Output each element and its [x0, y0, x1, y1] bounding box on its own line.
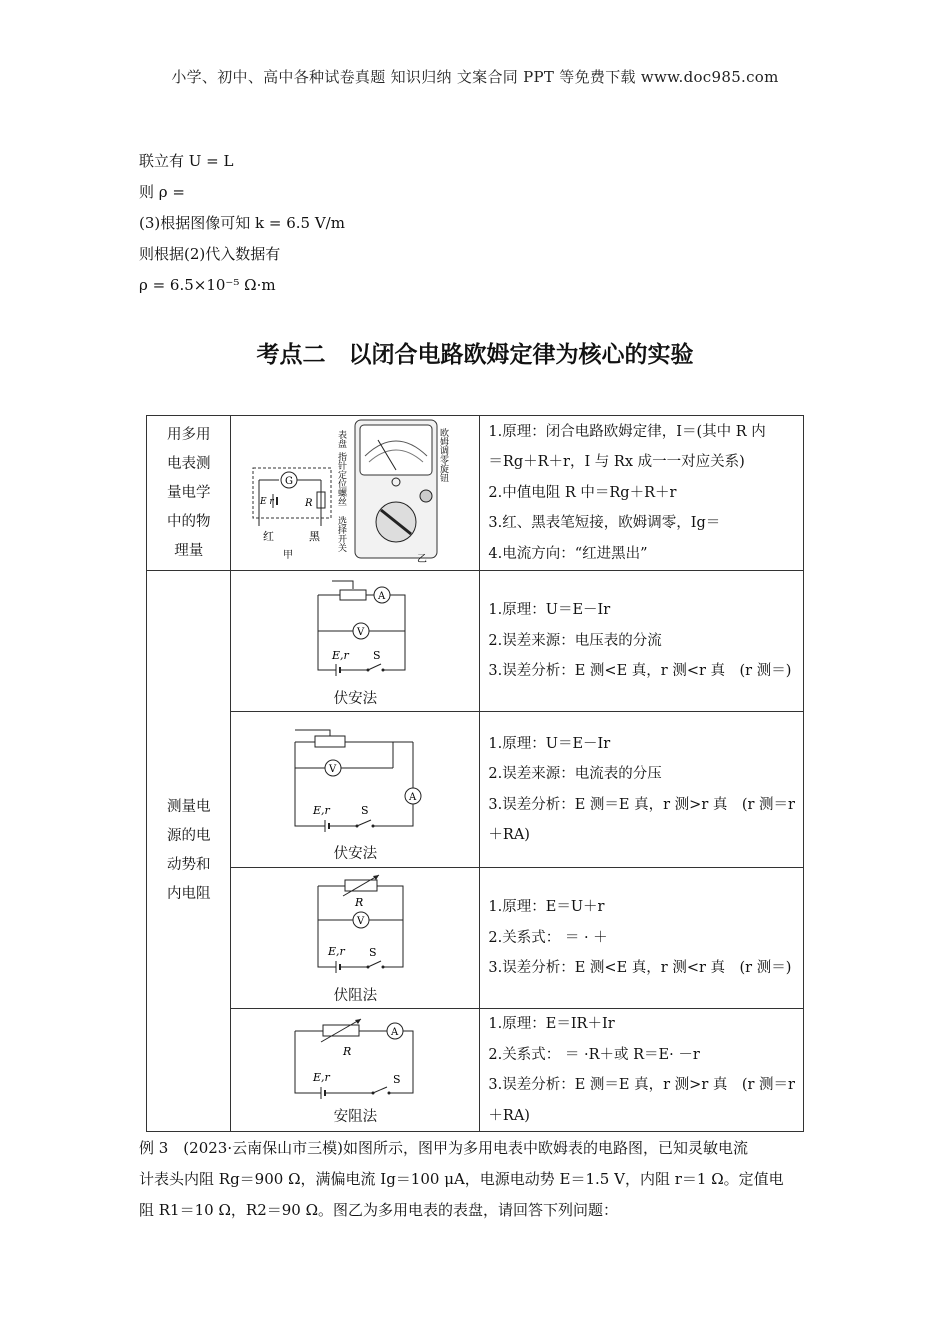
table-row — [147, 712, 804, 868]
text-line: 2.中值电阻 R 中＝Rg＋R＋r — [488, 484, 677, 501]
text-line: ＝Rg＋R＋r，I 与 Rx 成一一对应关系) — [488, 454, 745, 471]
intro-line: 则根据(2)代入数据有 — [139, 245, 281, 263]
circuit-figure-cell — [231, 712, 480, 868]
intro-line: ρ = 6.5×10⁻⁵ Ω·m — [139, 276, 276, 294]
label-line: 理量 — [174, 542, 204, 559]
figure-yi-label: 乙 — [417, 554, 428, 565]
page-header: 小学、初中、高中各种试卷真题 知识归纳 文案合同 PPT 等免费下载 www.doc985.com — [171, 68, 779, 86]
resistor-label: R — [355, 895, 364, 909]
text-line: 3.误差分析：E 测＝E 真，r 测>r 真 (r 测＝r — [488, 1077, 795, 1093]
battery-label: E,r — [313, 804, 331, 817]
ammeter-label: A — [391, 1026, 399, 1038]
text-line: 1.原理：E＝U＋r — [488, 899, 605, 916]
text-line: 2.误差来源：电压表的分流 — [488, 632, 662, 649]
figure-caption: 伏阻法 — [333, 987, 378, 1004]
label-line: 电表测 — [166, 455, 211, 472]
ohm-zero-knob[interactable] — [420, 490, 432, 502]
voltammeter-internal-circuit — [233, 716, 477, 842]
intro-line: 则 ρ = — [139, 183, 185, 201]
rheostat-symbol — [340, 590, 366, 600]
dial-label: 表盘 — [336, 430, 347, 448]
method-text-cell — [480, 1009, 804, 1132]
text-line: ＋RA) — [488, 827, 530, 843]
principle-cell — [480, 416, 804, 571]
text-line: 4.电流方向：“红进黑出” — [488, 545, 648, 562]
rheostat-symbol — [315, 736, 345, 747]
intro-derivation — [139, 146, 345, 301]
switch-label: S — [393, 1072, 401, 1086]
group-label — [147, 571, 231, 1132]
text-line: 3.误差分析：E 测＝E 真，r 测>r 真 (r 测＝r — [488, 796, 795, 813]
multimeter-figure-cell — [231, 416, 480, 571]
method-text-cell — [480, 571, 804, 712]
resistor-R-label: R — [305, 498, 313, 509]
example-line: 阻 R1＝10 Ω，R2＝90 Ω。图乙为多用电表的表盘，请回答下列问题： — [139, 1201, 619, 1219]
label-line: 源的电 — [166, 828, 211, 844]
method-text-cell — [480, 712, 804, 868]
ammeter-label: A — [378, 590, 386, 602]
text-line: 1.原理：U＝E－Ir — [488, 602, 611, 619]
example-line: 计表头内阻 Rg＝900 Ω，满偏电流 Ig＝100 μA，电源电动势 E＝1.5 V，内阻 r＝1 Ω。定值电 — [139, 1170, 784, 1188]
battery-label: E,r — [313, 1070, 331, 1084]
text-line: 3.误差分析：E 测<E 真，r 测<r 真 (r 测＝) — [488, 960, 792, 977]
voltmeter-label: V — [329, 764, 337, 775]
text-line: ＋RA) — [488, 1107, 530, 1124]
label-line: 内电阻 — [166, 886, 211, 902]
figure-caption: 安阻法 — [333, 1108, 378, 1125]
battery-label: E r — [260, 497, 275, 507]
galvanometer-label: G — [285, 476, 294, 487]
resistor-label: R — [343, 1044, 352, 1058]
red-probe-label: 红 — [263, 530, 275, 543]
selector-switch-label: 选择开关 — [336, 516, 347, 552]
switch-label: S — [361, 804, 369, 817]
text-line: 3.红、黑表笔短接，欧姆调零，Ig＝ — [488, 515, 721, 532]
circuit-figure-cell — [231, 571, 480, 712]
voltmeter-label: V — [357, 915, 365, 927]
multimeter-figure — [233, 416, 477, 566]
text-line: 2.关系式： ＝ · ＋ — [488, 929, 608, 946]
example-3 — [139, 1133, 813, 1226]
figure-caption: 伏安法 — [333, 690, 378, 707]
table-row — [147, 1009, 804, 1132]
method-text-cell — [480, 868, 804, 1009]
pointer-screw-label: 指针定位螺丝 — [336, 452, 347, 506]
label-line: 用多用 — [166, 426, 211, 443]
battery-label: E,r — [328, 944, 346, 958]
table-row — [147, 416, 804, 571]
ammeter-resistance-circuit — [233, 1015, 477, 1105]
section-title: 考点二 以闭合电路欧姆定律为核心的实验 — [256, 342, 694, 368]
text-line: 3.误差分析：E 测<E 真，r 测<r 真 (r 测＝) — [488, 663, 792, 680]
row-label — [147, 416, 231, 571]
text-line: 1.原理：U＝E－Ir — [488, 735, 611, 752]
ohm-zero-knob-label: 欧姆调零旋钮 — [438, 428, 449, 482]
black-probe-label: 黑 — [309, 530, 321, 543]
battery-label: E,r — [332, 648, 350, 662]
table-row — [147, 571, 804, 712]
experiment-table — [146, 415, 804, 1132]
intro-line: 联立有 U = L — [139, 152, 234, 170]
switch-label: S — [369, 945, 377, 959]
figure-caption: 伏安法 — [333, 846, 378, 862]
text-line: 1.原理：E＝IR＋Ir — [488, 1016, 615, 1032]
table-row — [147, 868, 804, 1009]
circuit-figure-cell — [231, 1009, 480, 1132]
text-line: 2.关系式： ＝ ·R＋或 R＝E· －r — [488, 1046, 700, 1063]
switch-label: S — [373, 648, 381, 662]
voltresistance-circuit — [233, 872, 477, 984]
label-line: 动势和 — [166, 857, 211, 873]
intro-line: (3)根据图像可知 k = 6.5 V/m — [139, 214, 345, 232]
circuit-figure-cell — [231, 868, 480, 1009]
ammeter-label: A — [409, 792, 417, 803]
text-line: 2.误差来源：电流表的分压 — [488, 766, 662, 782]
label-line: 中的物 — [166, 513, 211, 530]
voltmeter-label: V — [357, 626, 365, 638]
label-line: 测量电 — [166, 799, 211, 815]
text-line: 1.原理：闭合电路欧姆定律，I＝(其中 R 内 — [488, 423, 766, 440]
figure-jia-label: 甲 — [283, 550, 294, 561]
example-line: 例 3 (2023·云南保山市三模)如图所示，图甲为多用电表中欧姆表的电路图，已知灵敏电流 — [139, 1139, 748, 1157]
label-line: 量电学 — [166, 484, 211, 501]
voltammeter-external-circuit — [233, 575, 477, 687]
